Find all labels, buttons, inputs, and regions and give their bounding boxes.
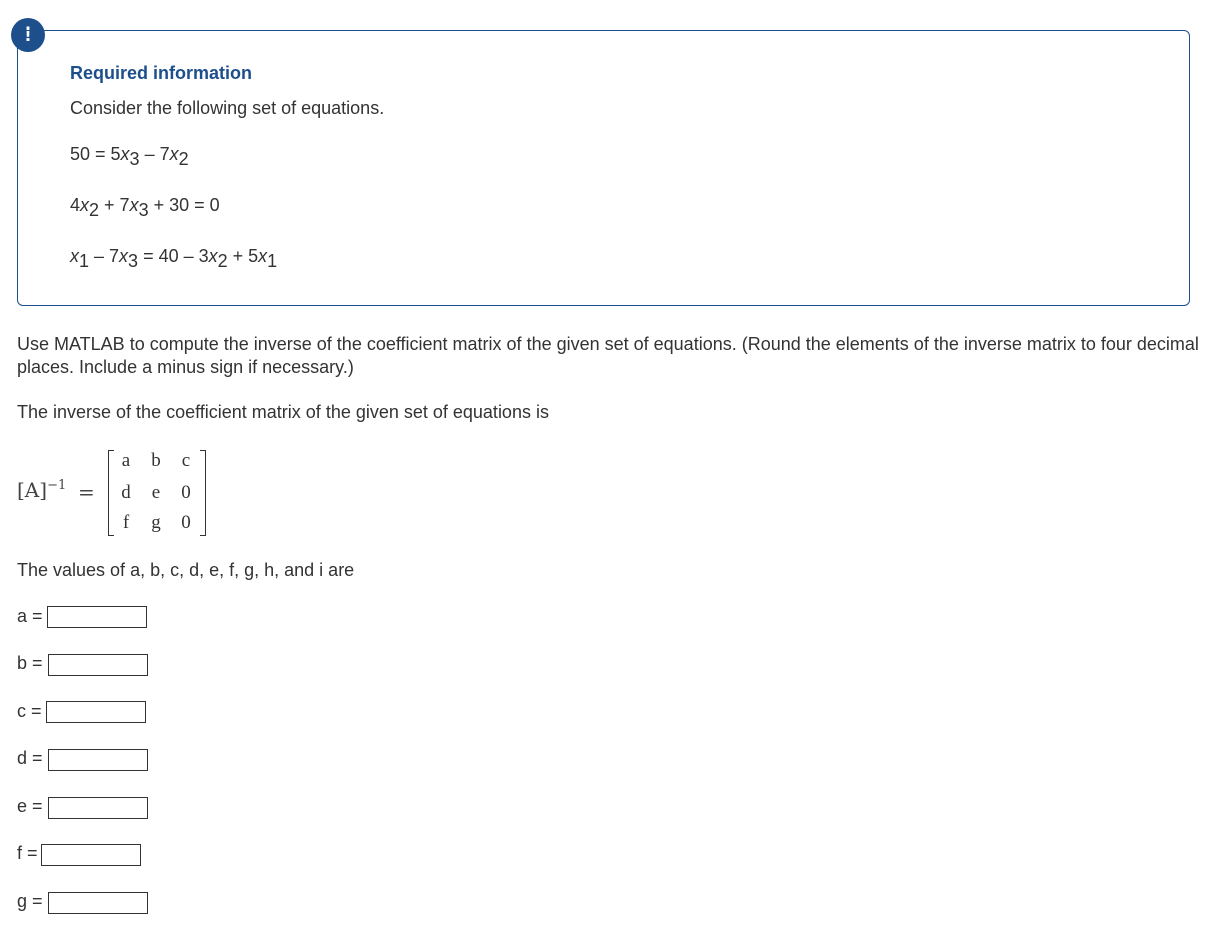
equation-2: $4x_2 + 7x_3 + 30 = 0$ xyxy=(70,195,220,220)
exclamation-icon: ! xyxy=(11,18,45,52)
equation-1: $50 = 5x_3 - 7x_2$ xyxy=(70,144,189,169)
inverse-matrix xyxy=(108,450,206,536)
matrix-cell: 0 xyxy=(181,512,191,533)
answer-d-label: d = xyxy=(17,748,43,768)
matrix-equals: = xyxy=(78,480,95,504)
answer-a-input[interactable] xyxy=(47,606,147,628)
equation-3: $x_1 - 7x_3 = 40 - 3x_2 + 5x_1$ xyxy=(70,246,278,271)
answer-e-label: e = xyxy=(17,796,43,816)
answer-g-input[interactable] xyxy=(48,892,148,914)
answer-f-label: f = xyxy=(17,843,38,863)
info-title: Required information xyxy=(70,63,253,83)
answer-a-label: a = xyxy=(17,606,43,626)
inverse-prompt: The inverse of the coefficient matrix of the given set of equations is xyxy=(17,402,549,422)
matrix-cell: e xyxy=(151,482,161,503)
values-prompt: The values of a, b, c, d, e, f, g, h, and i are xyxy=(17,560,355,580)
left-bracket xyxy=(108,450,114,536)
matrix-cell: g xyxy=(151,512,161,533)
answer-b-label: b = xyxy=(17,653,43,673)
matrix-cell: d xyxy=(121,482,131,503)
right-bracket xyxy=(200,450,206,536)
question-text: Use MATLAB to compute the inverse of the coefficient matrix of the given set of equations. (Round the elements of the inverse matrix to four decimal places. Include a minus sign if necessary.) xyxy=(17,334,1199,377)
answer-f-input[interactable] xyxy=(41,844,141,866)
answer-g-label: g = xyxy=(17,891,43,911)
answer-c-input[interactable] xyxy=(46,701,146,723)
matrix-cell: f xyxy=(122,512,130,533)
matrix-cell: a xyxy=(121,450,131,471)
info-intro: Consider the following set of equations. xyxy=(70,98,385,118)
answer-c-label: c = xyxy=(17,701,42,721)
matrix-label: $[A]^{-1}$ xyxy=(17,478,67,502)
matrix-cell: c xyxy=(181,450,191,471)
answer-b-input[interactable] xyxy=(48,654,148,676)
matrix-cell: b xyxy=(151,450,161,471)
matrix-cell: 0 xyxy=(181,482,191,503)
answer-d-input[interactable] xyxy=(48,749,148,771)
answer-e-input[interactable] xyxy=(48,797,148,819)
